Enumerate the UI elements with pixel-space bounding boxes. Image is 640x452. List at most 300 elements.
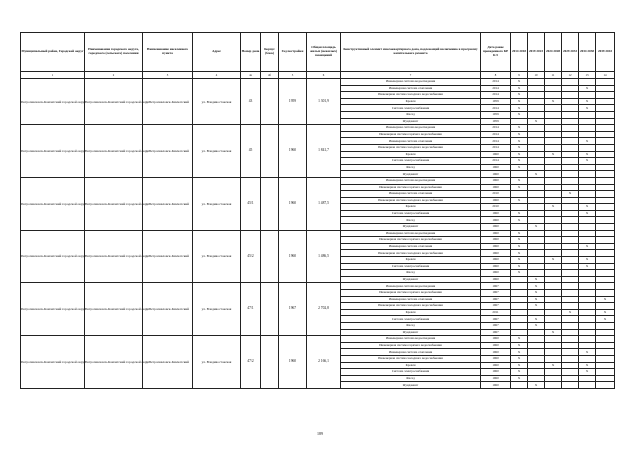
header-cell: Дата ранее проведенного КР КЭ [481, 33, 511, 72]
period-mark-cell [579, 171, 596, 178]
period-mark-cell [596, 217, 615, 224]
period-mark-cell: X [562, 191, 579, 198]
header-cell: Год постройки [279, 33, 307, 72]
period-mark-cell [562, 118, 579, 125]
period-mark-cell: X [511, 336, 528, 343]
period-mark-cell [545, 369, 562, 376]
prior-repair-date-cell: 1959 [481, 111, 511, 118]
period-mark-cell [528, 158, 545, 165]
prior-repair-date-cell: 1960 [481, 369, 511, 376]
period-mark-cell: X [579, 204, 596, 211]
period-mark-cell [579, 191, 596, 198]
period-mark-cell [596, 375, 615, 382]
period-mark-cell [579, 296, 596, 303]
period-mark-cell [562, 217, 579, 224]
build-year-cell: 1967 [279, 283, 307, 336]
street-cell: ул. Владивостокская [193, 125, 241, 178]
build-year-cell: 1960 [279, 230, 307, 283]
prior-repair-date-cell: 1960 [481, 257, 511, 264]
header-cell: Номер дома [241, 33, 261, 72]
header-cell: 2034 2038 [579, 33, 596, 72]
element-cell: Фасад [341, 322, 481, 329]
period-mark-cell [528, 125, 545, 132]
period-mark-cell [596, 210, 615, 217]
area-cell: 1 841,7 [307, 125, 341, 178]
period-mark-cell: X [528, 322, 545, 329]
prior-repair-date-cell: 1960 [481, 210, 511, 217]
prior-repair-date-cell: 2014 [481, 144, 511, 151]
prior-repair-date-cell: 1959 [481, 118, 511, 125]
element-cell: Инженерная система горячего водоснабжения [341, 290, 481, 297]
period-mark-cell: X [596, 309, 615, 316]
period-mark-cell [562, 210, 579, 217]
period-mark-cell: X [579, 257, 596, 264]
period-mark-cell [562, 98, 579, 105]
element-cell: Инженерная система холодного водоснабжения [341, 92, 481, 99]
period-mark-cell [596, 303, 615, 310]
period-mark-cell: X [511, 237, 528, 244]
period-mark-cell: X [579, 98, 596, 105]
settlement-cell: Петропавловск-Камчатский городской округ [85, 336, 143, 389]
prior-repair-date-cell: 1960 [481, 349, 511, 356]
element-cell: Кровля [341, 204, 481, 211]
table-body [21, 79, 615, 389]
element-cell: Инженерная система холодного водоснабжения [341, 355, 481, 362]
period-mark-cell [528, 151, 545, 158]
period-mark-cell [545, 283, 562, 290]
locality-cell: г. Петропавловск-Камчатский [143, 230, 193, 283]
header-cell: 2014 2018 [511, 33, 528, 72]
period-mark-cell [511, 303, 528, 310]
prior-repair-date-cell: 1967 [481, 322, 511, 329]
prior-repair-date-cell: 1960 [481, 362, 511, 369]
period-mark-cell [511, 296, 528, 303]
element-cell: Инженерная система горячего водоснабжения [341, 131, 481, 138]
period-mark-cell [579, 79, 596, 86]
period-mark-cell [562, 184, 579, 191]
period-mark-cell [562, 329, 579, 336]
table-row [21, 336, 615, 343]
period-mark-cell: X [511, 177, 528, 184]
header-cell: 2024 2028 [545, 33, 562, 72]
period-mark-cell [562, 177, 579, 184]
period-mark-cell: X [545, 257, 562, 264]
period-mark-cell [562, 85, 579, 92]
period-mark-cell: X [511, 342, 528, 349]
prior-repair-date-cell: 1967 [481, 329, 511, 336]
period-mark-cell: X [511, 355, 528, 362]
period-mark-cell [528, 92, 545, 99]
column-number: 11 [545, 72, 562, 79]
prior-repair-date-cell: 1960 [481, 355, 511, 362]
period-mark-cell [528, 257, 545, 264]
period-mark-cell: X [511, 92, 528, 99]
element-cell: Инженерная система холодного водоснабжения [341, 144, 481, 151]
period-mark-cell [562, 237, 579, 244]
period-mark-cell: X [545, 204, 562, 211]
prior-repair-date-cell: 2011 [481, 309, 511, 316]
period-mark-cell [528, 250, 545, 257]
period-mark-cell [596, 98, 615, 105]
column-number: 14 [596, 72, 615, 79]
period-mark-cell [545, 382, 562, 389]
element-cell: Система электроснабжения [341, 263, 481, 270]
header-cell: 2029 2033 [562, 33, 579, 72]
period-mark-cell: X [511, 164, 528, 171]
period-mark-cell [511, 171, 528, 178]
period-mark-cell: X [511, 111, 528, 118]
element-cell: Инженерная система отопления [341, 191, 481, 198]
settlement-cell: Петропавловск-Камчатский городской округ [85, 79, 143, 125]
element-cell: Фундамент [341, 171, 481, 178]
period-mark-cell [596, 92, 615, 99]
district-cell: Петропавловск-Камчатский городской округ [21, 283, 85, 336]
period-mark-cell [528, 230, 545, 237]
period-mark-cell: X [511, 210, 528, 217]
period-mark-cell [545, 191, 562, 198]
column-number: 6 [307, 72, 341, 79]
period-mark-cell: X [511, 230, 528, 237]
element-cell: Инженерная система холодного водоснабжения [341, 303, 481, 310]
period-mark-cell [528, 342, 545, 349]
period-mark-cell: X [579, 243, 596, 250]
period-mark-cell [579, 184, 596, 191]
period-mark-cell [528, 375, 545, 382]
period-mark-cell [545, 125, 562, 132]
build-year-cell: 1960 [279, 177, 307, 230]
house-number-cell: 45 [241, 125, 261, 178]
element-cell: Система электроснабжения [341, 158, 481, 165]
period-mark-cell [511, 204, 528, 211]
period-mark-cell: X [511, 217, 528, 224]
period-mark-cell [562, 171, 579, 178]
street-cell: ул. Владивостокская [193, 177, 241, 230]
period-mark-cell [562, 290, 579, 297]
period-mark-cell [596, 151, 615, 158]
period-mark-cell [545, 309, 562, 316]
period-mark-cell [528, 237, 545, 244]
period-mark-cell [511, 118, 528, 125]
period-mark-cell [545, 230, 562, 237]
locality-cell: г. Петропавловск-Камчатский [143, 177, 193, 230]
period-mark-cell [579, 164, 596, 171]
period-mark-cell [528, 336, 545, 343]
settlement-cell: Петропавловск-Камчатский городской округ [85, 283, 143, 336]
period-mark-cell: X [528, 382, 545, 389]
prior-repair-date-cell: 2014 [481, 105, 511, 112]
period-mark-cell [562, 164, 579, 171]
element-cell: Система электроснабжения [341, 105, 481, 112]
prior-repair-date-cell: 2014 [481, 92, 511, 99]
period-mark-cell [596, 349, 615, 356]
period-mark-cell [596, 257, 615, 264]
period-mark-cell [579, 303, 596, 310]
period-mark-cell [562, 158, 579, 165]
period-mark-cell [511, 276, 528, 283]
period-mark-cell [562, 204, 579, 211]
period-mark-cell [596, 177, 615, 184]
column-number: 7 [341, 72, 481, 79]
period-mark-cell [562, 316, 579, 323]
element-cell: Кровля [341, 362, 481, 369]
prior-repair-date-cell: 1967 [481, 303, 511, 310]
element-cell: Фасад [341, 111, 481, 118]
settlement-cell: Петропавловск-Камчатский городской округ [85, 177, 143, 230]
table-row [21, 230, 615, 237]
column-number: 5 [279, 72, 307, 79]
element-cell: Инженерная система отопления [341, 349, 481, 356]
build-year-cell: 1959 [279, 79, 307, 125]
period-mark-cell [596, 224, 615, 231]
period-mark-cell [545, 303, 562, 310]
period-mark-cell [528, 263, 545, 270]
prior-repair-date-cell: 1960 [481, 217, 511, 224]
period-mark-cell [562, 270, 579, 277]
period-mark-cell: X [528, 276, 545, 283]
period-mark-cell [528, 355, 545, 362]
locality-cell: г. Петропавловск-Камчатский [143, 336, 193, 389]
period-mark-cell [596, 111, 615, 118]
period-mark-cell [596, 105, 615, 112]
header-cell: 2019 2023 [528, 33, 545, 72]
period-mark-cell [528, 197, 545, 204]
column-number: 4 [193, 72, 241, 79]
period-mark-cell: X [511, 79, 528, 86]
period-mark-cell [545, 177, 562, 184]
period-mark-cell [545, 171, 562, 178]
prior-repair-date-cell: 1960 [481, 375, 511, 382]
locality-cell: г. Петропавловск-Камчатский [143, 125, 193, 178]
period-mark-cell [579, 217, 596, 224]
period-mark-cell [596, 138, 615, 145]
element-cell: Инженерная система отопления [341, 138, 481, 145]
period-mark-cell [579, 355, 596, 362]
table-row [21, 177, 615, 184]
period-mark-cell [545, 316, 562, 323]
prior-repair-date-cell: 1960 [481, 250, 511, 257]
period-mark-cell [562, 243, 579, 250]
period-mark-cell [562, 138, 579, 145]
table-row [21, 79, 615, 86]
house-number-cell: 45/2 [241, 230, 261, 283]
period-mark-cell: X [511, 105, 528, 112]
element-cell: Инженерная система горячего водоснабжения [341, 237, 481, 244]
period-mark-cell [579, 329, 596, 336]
header-cell: Общая площадь жилых (нежилых) помещений [307, 33, 341, 72]
period-mark-cell [562, 283, 579, 290]
period-mark-cell [528, 210, 545, 217]
column-number: 4а [241, 72, 261, 79]
period-mark-cell [511, 329, 528, 336]
period-mark-cell [545, 210, 562, 217]
period-mark-cell [579, 322, 596, 329]
period-mark-cell [562, 382, 579, 389]
period-mark-cell [579, 375, 596, 382]
prior-repair-date-cell: 1967 [481, 283, 511, 290]
period-mark-cell: X [545, 329, 562, 336]
period-mark-cell [579, 177, 596, 184]
period-mark-cell [545, 118, 562, 125]
period-mark-cell [579, 316, 596, 323]
period-mark-cell: X [545, 362, 562, 369]
period-mark-cell [562, 105, 579, 112]
period-mark-cell [579, 382, 596, 389]
period-mark-cell [545, 92, 562, 99]
element-cell: Инженерная система водоотведения [341, 283, 481, 290]
area-cell: 1 486,5 [307, 230, 341, 283]
period-mark-cell [545, 237, 562, 244]
column-number: 9 [511, 72, 528, 79]
prior-repair-date-cell: 1960 [481, 230, 511, 237]
period-mark-cell [596, 250, 615, 257]
period-mark-cell [596, 382, 615, 389]
period-mark-cell [562, 224, 579, 231]
period-mark-cell [579, 125, 596, 132]
prior-repair-date-cell: 1960 [481, 270, 511, 277]
column-number: 2 [85, 72, 143, 79]
prior-repair-date-cell: 1960 [481, 336, 511, 343]
header-cell: Наименование населенного пункта [143, 33, 193, 72]
period-mark-cell [545, 184, 562, 191]
period-mark-cell [562, 263, 579, 270]
period-mark-cell [528, 309, 545, 316]
period-mark-cell [596, 276, 615, 283]
prior-repair-date-cell: 1960 [481, 177, 511, 184]
period-mark-cell: X [579, 349, 596, 356]
period-mark-cell: X [579, 158, 596, 165]
period-mark-cell: X [528, 118, 545, 125]
period-mark-cell [562, 125, 579, 132]
element-cell: Фасад [341, 164, 481, 171]
period-mark-cell [545, 197, 562, 204]
district-cell: Петропавловск-Камчатский городской округ [21, 336, 85, 389]
area-cell: 2 702,8 [307, 283, 341, 336]
element-cell: Система электроснабжения [341, 369, 481, 376]
prior-repair-date-cell: 1960 [481, 197, 511, 204]
period-mark-cell [545, 336, 562, 343]
column-number: 4б [261, 72, 279, 79]
period-mark-cell: X [545, 98, 562, 105]
period-mark-cell [528, 270, 545, 277]
period-mark-cell [579, 144, 596, 151]
period-mark-cell [562, 355, 579, 362]
period-mark-cell [545, 290, 562, 297]
period-mark-cell [579, 224, 596, 231]
period-mark-cell: X [511, 144, 528, 151]
element-cell: Фундамент [341, 382, 481, 389]
period-mark-cell [562, 375, 579, 382]
period-mark-cell [562, 92, 579, 99]
period-mark-cell [511, 316, 528, 323]
period-mark-cell [596, 322, 615, 329]
period-mark-cell: X [511, 375, 528, 382]
prior-repair-date-cell: 1967 [481, 296, 511, 303]
period-mark-cell [579, 237, 596, 244]
period-mark-cell [579, 197, 596, 204]
street-cell: ул. Владивостокская [193, 79, 241, 125]
column-number: 3 [143, 72, 193, 79]
period-mark-cell [596, 197, 615, 204]
period-mark-cell [545, 158, 562, 165]
period-mark-cell [528, 98, 545, 105]
element-cell: Кровля [341, 257, 481, 264]
element-cell: Инженерная система водоотведения [341, 230, 481, 237]
period-mark-cell: X [511, 362, 528, 369]
district-cell: Петропавловск-Камчатский городской округ [21, 125, 85, 178]
period-mark-cell [528, 184, 545, 191]
period-mark-cell: X [511, 158, 528, 165]
period-mark-cell [528, 79, 545, 86]
period-mark-cell [511, 322, 528, 329]
period-mark-cell: X [511, 349, 528, 356]
period-mark-cell [596, 270, 615, 277]
prior-repair-date-cell: 1967 [481, 316, 511, 323]
period-mark-cell: X [528, 224, 545, 231]
period-mark-cell [579, 276, 596, 283]
period-mark-cell [596, 85, 615, 92]
build-year-cell: 1960 [279, 336, 307, 389]
prior-repair-date-cell: 1960 [481, 237, 511, 244]
period-mark-cell [596, 144, 615, 151]
element-cell: Кровля [341, 309, 481, 316]
element-cell: Инженерная система отопления [341, 243, 481, 250]
element-cell: Инженерная система водоотведения [341, 125, 481, 132]
area-cell: 1 487,5 [307, 177, 341, 230]
header-cell: Конструктивный элемент многоквартирного дома, подлежащий включению в программу капитального ремонта [341, 33, 481, 72]
build-year-cell: 1960 [279, 125, 307, 178]
period-mark-cell [596, 369, 615, 376]
period-mark-cell [562, 230, 579, 237]
period-mark-cell [511, 290, 528, 297]
period-mark-cell: X [579, 369, 596, 376]
element-cell: Фасад [341, 270, 481, 277]
period-mark-cell [562, 250, 579, 257]
period-mark-cell [596, 263, 615, 270]
period-mark-cell [596, 362, 615, 369]
period-mark-cell [545, 322, 562, 329]
period-mark-cell [528, 191, 545, 198]
period-mark-cell [596, 204, 615, 211]
prior-repair-date-cell: 2014 [481, 79, 511, 86]
prior-repair-date-cell: 1960 [481, 171, 511, 178]
header-cell: Муниципальный район, Городской округ [21, 33, 85, 72]
period-mark-cell [579, 270, 596, 277]
period-mark-cell [596, 191, 615, 198]
period-mark-cell [528, 362, 545, 369]
period-mark-cell [596, 118, 615, 125]
period-mark-cell: X [511, 257, 528, 264]
element-cell: Инженерная система водоотведения [341, 177, 481, 184]
area-cell: 2 166,1 [307, 336, 341, 389]
period-mark-cell: X [528, 283, 545, 290]
area-cell: 1 301,9 [307, 79, 341, 125]
period-mark-cell [528, 85, 545, 92]
period-mark-cell: X [579, 210, 596, 217]
period-mark-cell [528, 204, 545, 211]
period-mark-cell [562, 342, 579, 349]
period-mark-cell [545, 342, 562, 349]
prior-repair-date-cell: 2010 [481, 191, 511, 198]
house-number-cell: 47/2 [241, 336, 261, 389]
district-cell: Петропавловск-Камчатский городской округ [21, 177, 85, 230]
column-number: 12 [562, 72, 579, 79]
period-mark-cell [596, 184, 615, 191]
period-mark-cell [545, 270, 562, 277]
element-cell: Система электроснабжения [341, 316, 481, 323]
period-mark-cell [562, 197, 579, 204]
element-cell: Инженерная система холодного водоснабжения [341, 250, 481, 257]
settlement-cell: Петропавловск-Камчатский городской округ [85, 230, 143, 283]
